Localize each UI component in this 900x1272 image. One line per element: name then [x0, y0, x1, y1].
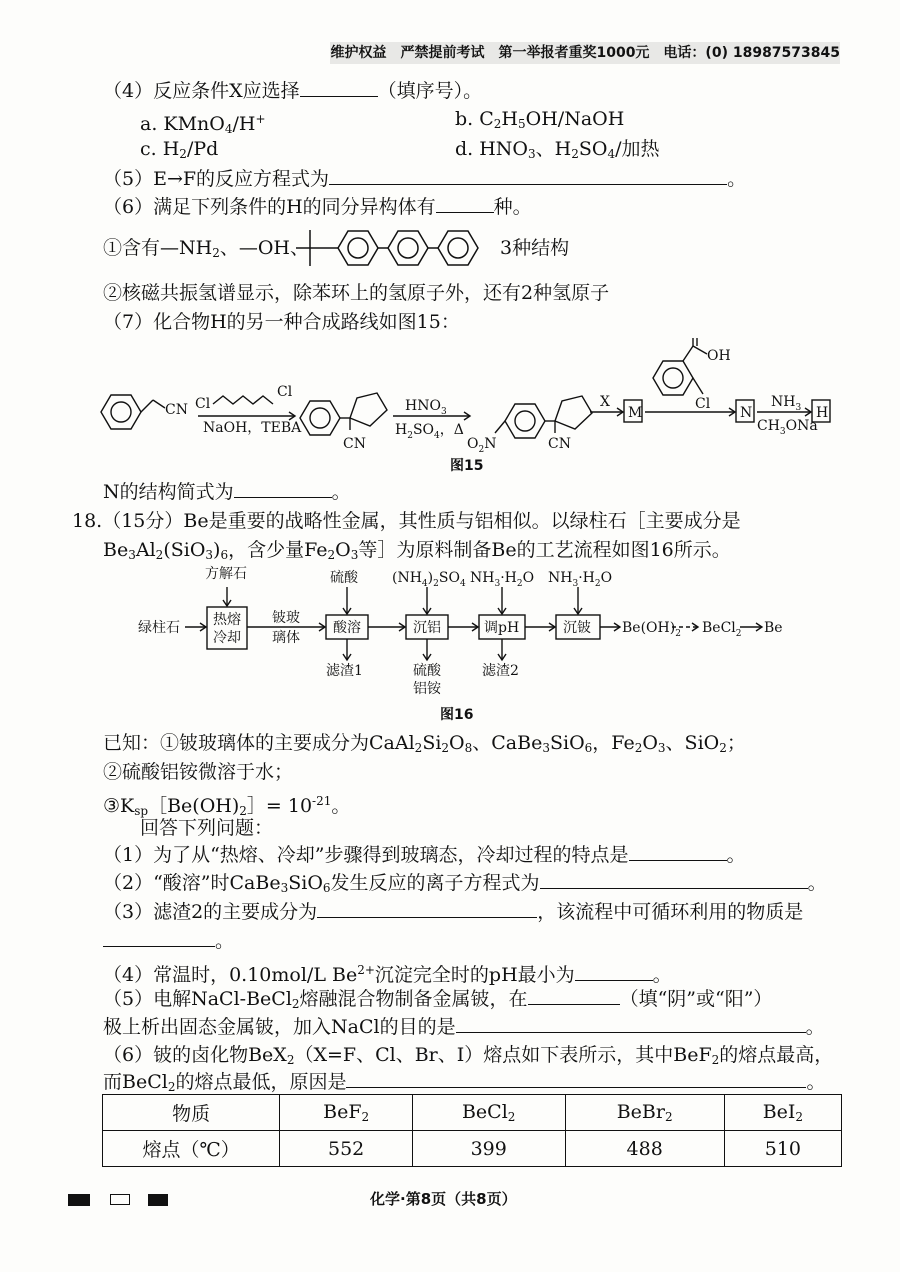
flow-glass-line2: 璃体	[272, 630, 300, 646]
q6-condition-1: ①含有$—NH_2$、—OH、	[103, 237, 309, 260]
nh3-label: $NH_3$	[771, 394, 802, 413]
flow-step1-line2: 冷却	[213, 630, 241, 646]
part-4-blank[interactable]	[575, 962, 653, 981]
h2so4-label: $H_2SO_4$，Δ	[395, 422, 464, 441]
part-2-blank[interactable]	[540, 870, 808, 889]
q6-condition-1-tail: 3种结构	[500, 237, 570, 259]
q6-blank[interactable]	[436, 194, 494, 213]
oh-label: OH	[707, 348, 731, 364]
flow-reagent-2: $(NH_4)_2SO_4$	[392, 570, 466, 589]
q5-blank[interactable]	[329, 166, 727, 185]
table-cell: 399	[412, 1131, 565, 1167]
flow-fluorite: 方解石	[205, 566, 247, 582]
flow-product-2: BeCl$_2$	[702, 620, 742, 639]
o2n-label: $O_2N$	[467, 436, 497, 453]
hno3-label: $HNO_3$	[405, 398, 447, 417]
page-footer: 化学·第8页（共8页）	[370, 1190, 517, 1208]
process-flow	[130, 565, 830, 700]
cl-label-acid: Cl	[695, 396, 711, 412]
table-header-cell: BeCl$_2$	[412, 1095, 565, 1131]
part-5-blank-1[interactable]	[528, 986, 620, 1005]
cl-label-right: Cl	[277, 384, 293, 400]
q4-option-b: b. $C_2H_5OH$/NaOH	[455, 108, 625, 131]
q4-stem: （4）反应条件X应选择 （填序号）。	[103, 80, 483, 102]
compound-h-label: H	[816, 405, 829, 421]
reagent-x-label: X	[600, 394, 610, 410]
flow-reagent-4: $NH_3\cdot H_2O$	[548, 570, 613, 589]
figure-15-caption: 图15	[450, 458, 484, 474]
cl-label-left: Cl	[195, 396, 211, 412]
part-3-blank-1[interactable]	[317, 899, 537, 918]
table-row-label: 熔点（℃）	[103, 1131, 280, 1167]
flow-residue-2-line1: 硫酸	[413, 663, 441, 679]
part-6-blank[interactable]	[346, 1069, 806, 1088]
table-row	[103, 1131, 842, 1167]
header-notice: 维护权益 严禁提前考试 第一举报者重奖1000元 电话：(0) 18987573845	[330, 45, 840, 61]
flow-feed: 绿柱石	[138, 620, 180, 636]
footer-mark-hollow	[110, 1194, 130, 1205]
part-6-cont: 而BeCl$_2$的熔点最低，原因是 。	[103, 1071, 826, 1094]
footer-mark-filled-2	[148, 1194, 168, 1206]
compound-m-label: M	[628, 405, 643, 421]
q4-blank[interactable]	[300, 78, 378, 97]
part-1-blank[interactable]	[629, 842, 727, 861]
table-header-cell: BeF$_2$	[280, 1095, 413, 1131]
flow-residue-3: 滤渣2	[482, 663, 519, 679]
known-3: $③K_{sp}[Be(OH)_2]= 10^{-21}$。	[103, 794, 351, 818]
flow-residue-2-line2: 铝铵	[413, 681, 441, 697]
naoh-teba-label: NaOH，TEBA	[203, 420, 302, 436]
flow-residue-1: 滤渣1	[326, 663, 363, 679]
answer-intro: 回答下列问题：	[140, 817, 274, 839]
q5-stem: （5）E→F的反应方程式为 。	[103, 168, 747, 190]
table-header-cell: BeI$_2$	[724, 1095, 841, 1131]
compound-n-label: N	[740, 405, 753, 421]
terphenyl-structure	[296, 222, 506, 274]
q7-stem: （7）化合物H的另一种合成路线如图15：	[103, 311, 460, 333]
q4-option-a: a. KMnO$_4$/H+	[140, 112, 266, 136]
cn-label-3: CN	[548, 436, 571, 452]
part-3: （3）滤渣2的主要成分为 ，该流程中可循环利用的物质是	[103, 901, 804, 923]
known-1: 已知：①铍玻璃体的主要成分为$CaAl_2Si_2O_8$、CaBe$_3$SiO$_6$，$Fe_2O_3$、SiO$_2$；	[103, 732, 746, 755]
part-1: （1）为了从“热熔、冷却”步骤得到玻璃态，冷却过程的特点是 。	[103, 844, 746, 866]
flow-glass-line1: 铍玻	[272, 610, 300, 626]
table-header-row	[103, 1095, 842, 1131]
known-2: ②硫酸铝铵微溶于水；	[103, 761, 294, 783]
flow-reagent-3: $NH_3\cdot H_2O$	[470, 570, 535, 589]
flow-product-3: Be	[764, 620, 783, 636]
table-header-cell: BeBr$_2$	[565, 1095, 724, 1131]
q18-intro-1: 18.（15分）Be是重要的战略性金属，其性质与铝相似。以绿柱石［主要成分是	[72, 510, 741, 532]
q6-stem: （6）满足下列条件的H的同分异构体有 种。	[103, 196, 532, 218]
part-3-blank-2[interactable]	[103, 928, 215, 947]
synthesis-scheme	[95, 338, 840, 453]
q6-condition-2: ②核磁共振氢谱显示，除苯环上的氢原子外，还有2种氢原子	[103, 282, 610, 304]
part-3-cont: 。	[103, 928, 234, 954]
flow-step2: 酸溶	[333, 620, 361, 636]
flow-step1-line1: 热熔	[213, 612, 241, 628]
part-6: （6）铍的卤化物BeX$_2$（X=F、Cl、Br、I）熔点如下表所示，其中BeF$_2$的熔点最高，	[103, 1044, 834, 1067]
table-cell: 510	[724, 1131, 841, 1167]
q4-option-c: c. $H_2/Pd$	[140, 138, 219, 161]
ch3ona-label: $CH_3ONa$	[757, 418, 818, 437]
part-5-blank-2[interactable]	[456, 1014, 806, 1033]
figure-16-caption: 图16	[440, 707, 474, 723]
part-4: （4）常温时，0.10mol/L $Be^{2+}$沉淀完全时的pH最小为 。	[103, 963, 672, 986]
melting-point-table	[102, 1094, 842, 1167]
cn-label-1: CN	[165, 402, 188, 418]
table-header-cell: 物质	[103, 1095, 280, 1131]
flow-step3: 沉铝	[413, 620, 441, 636]
part-2: （2）“酸溶”时CaBe$_3$SiO$_6$发生反应的离子方程式为 。	[103, 872, 827, 895]
table-cell: 488	[565, 1131, 724, 1167]
footer-mark-filled	[68, 1194, 90, 1206]
q18-intro-2: $Be_3Al_2(SiO_3)_6$，含少量$Fe_2O_3$等］为原料制备Be的工艺流程如图16所示。	[103, 539, 731, 562]
part-5-cont: 极上析出固态金属铍，加入NaCl的目的是 。	[103, 1016, 825, 1038]
flow-reagent-1: 硫酸	[330, 570, 358, 586]
table-cell: 552	[280, 1131, 413, 1167]
flow-product-1: $Be(OH)_2$	[622, 620, 681, 639]
flow-step5: 沉铍	[563, 620, 591, 636]
flow-step4: 调pH	[484, 620, 520, 636]
q4-option-d: d. $HNO_3$、$H_2SO_4/$加热	[455, 138, 660, 161]
q7-answer: N的结构简式为 。	[103, 481, 351, 503]
cn-label-2: CN	[343, 436, 366, 452]
part-5: （5）电解NaCl-BeCl$_2$熔融混合物制备金属铍，在 （填“阴”或“阳”）	[103, 988, 773, 1011]
q7-blank[interactable]	[234, 479, 332, 498]
